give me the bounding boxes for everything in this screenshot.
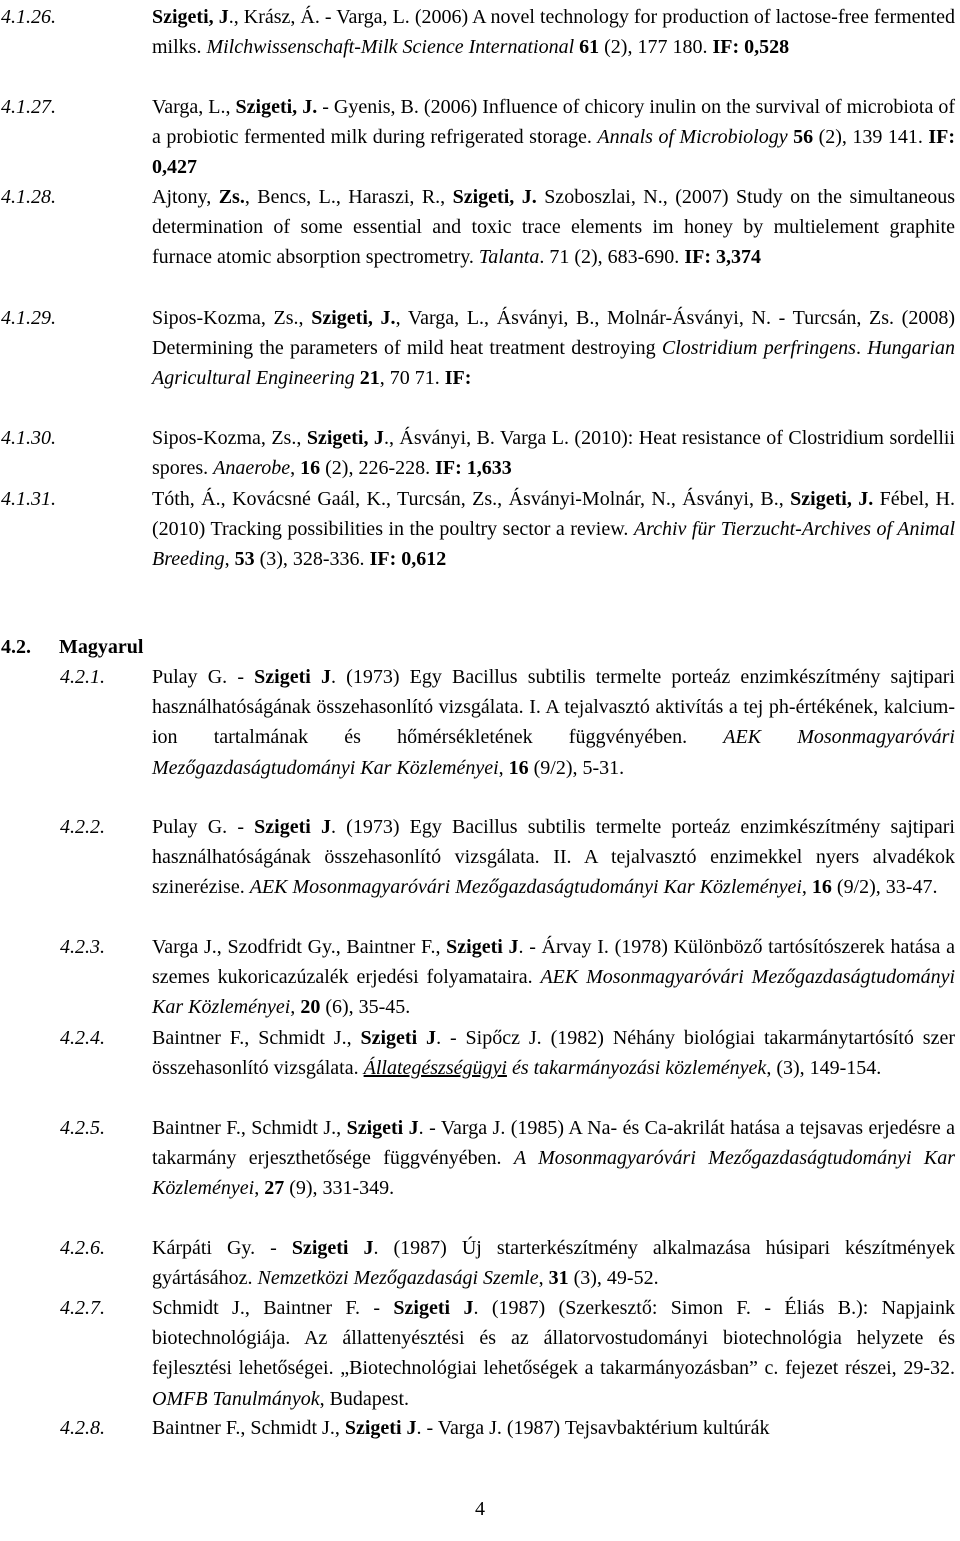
reference-text: Sipos-Kozma, Zs., Szigeti, J., Ásványi, B. Varga L. (2010): Heat resistance of Clostridium sordellii spores. Anaerobe, 16 (2), 226-228. IF: 1,633 xyxy=(152,427,955,480)
reference-number: 4.1.29. xyxy=(1,307,56,329)
reference-text: Tóth, Á., Kovácsné Gaál, K., Turcsán, Zs., Ásványi-Molnár, N., Ásványi, B., Szigeti, J. Fébel, H. (2010) Tracking possibilities in the poultry sector a review. Archiv für Tierzucht-Archives of Animal Breeding, 53 (3), 328-336. IF: 0,612 xyxy=(152,488,956,571)
reference-text: Sipos-Kozma, Zs., Szigeti, J., Varga, L., Ásványi, B., Molnár-Ásványi, N. - Turcsán, Zs. (2008) Determining the parameters of mild heat treatment destroying Clostridium perfringens. Hungarian Agricultural Engineering 21, 70 71. IF: xyxy=(152,307,956,390)
reference-text: Varga J., Szodfridt Gy., Baintner F., Szigeti J. - Árvay I. (1978) Különböző tartósítószerek hatása a szemes kukoricazúzalék erjedési folyamataira. AEK Mosonmagyaróvári Mezőgazdaságtudományi Kar Közleményei, 20 (6), 35-45. xyxy=(152,936,955,1019)
reference-number: 4.2.6. xyxy=(60,1237,105,1259)
reference-number: 4.1.28. xyxy=(1,186,56,208)
reference-number: 4.1.30. xyxy=(1,427,56,449)
reference-text: Pulay G. - Szigeti J. (1973) Egy Bacillus subtilis termelte porteáz enzimkészítmény sajtipari használhatóságának összehasonlító vizsgálata. I. A tejalvasztó aktivítás a tej ph-értékének, kalcium-ion tartalmának és hőmérsékletének függvényében. AEK Mosonmagyaróvári Mezőgazdaságtudományi Kar Közleményei, 16 (9/2), 5-31. xyxy=(152,666,955,779)
reference-text: Baintner F., Schmidt J., Szigeti J. - Varga J. (1985) A Na- és Ca-akrilát hatása a tejsavas erjedésre a takarmány erjeszthetősége függvényében. A Mosonmagyaróvári Mezőgazdaságtudományi Kar Közleményei, 27 (9), 331-349. xyxy=(152,1117,956,1200)
section-number: 4.2. xyxy=(1,636,31,658)
reference-text: Baintner F., Schmidt J., Szigeti J. - Sipőcz J. (1982) Néhány biológiai takarmánytartósító szer összehasonlító vizsgálata. Állategészségügyi és takarmányozási közlemények, (3), 149-154. xyxy=(152,1027,955,1080)
reference-number: 4.2.5. xyxy=(60,1117,105,1139)
reference-number: 4.1.27. xyxy=(1,96,56,118)
reference-text: Varga, L., Szigeti, J. - Gyenis, B. (2006) Influence of chicory inulin on the survival of microbiota of a probiotic fermented milk during refrigerated storage. Annals of Microbiology 56 (2), 139 141. IF: 0,427 xyxy=(152,96,956,179)
reference-number: 4.2.7. xyxy=(60,1297,105,1319)
reference-number: 4.1.26. xyxy=(1,6,56,28)
reference-number: 4.2.1. xyxy=(60,666,105,688)
reference-text: Baintner F., Schmidt J., Szigeti J. - Varga J. (1987) Tejsavbaktérium kultúrák xyxy=(152,1417,770,1439)
reference-text: Ajtony, Zs., Bencs, L., Haraszi, R., Szigeti, J. Szoboszlai, N., (2007) Study on the simultaneous determination of some essential and toxic trace elements im honey by multielement graphite furnace atomic absorption spectrometry. Talanta. 71 (2), 683-690. IF: 3,374 xyxy=(152,186,955,269)
reference-number: 4.2.2. xyxy=(60,816,105,838)
reference-number: 4.1.31. xyxy=(1,488,56,510)
reference-number: 4.2.3. xyxy=(60,936,105,958)
reference-number: 4.2.4. xyxy=(60,1027,105,1049)
section-title: Magyarul xyxy=(59,636,144,658)
reference-number: 4.2.8. xyxy=(60,1417,105,1439)
page-number: 4 xyxy=(475,1498,485,1520)
reference-text: Schmidt J., Baintner F. - Szigeti J. (1987) (Szerkesztő: Simon F. - Éliás B.): Napjaink biotechnológiája. Az állattenyésztési és az állatorvostudományi biotechnológia helyzete és fejlesztési lehetőségei. „Biotechnológiai lehetőségek a takarmányozásban” c. fejezet részei, 29-32. OMFB Tanulmányok, Budapest. xyxy=(152,1297,955,1410)
section-heading xyxy=(1,632,143,662)
reference-text: Szigeti, J., Krász, Á. - Varga, L. (2006) A novel technology for production of lactose-free fermented milks. Milchwissenschaft-Milk Science International 61 (2), 177 180. IF: 0,528 xyxy=(152,6,955,59)
reference-text: Kárpáti Gy. - Szigeti J. (1987) Új starterkészítmény alkalmazása húsipari készítmények gyártásához. Nemzetközi Mezőgazdasági Szemle, 31 (3), 49-52. xyxy=(152,1237,956,1290)
reference-text: Pulay G. - Szigeti J. (1973) Egy Bacillus subtilis termelte porteáz enzimkészítmény sajtipari használhatóságának összehasonlító vizsgálata. II. A tejalvasztó enzimekkel nyers alvadékok szinerézise. AEK Mosonmagyaróvári Mezőgazdaságtudományi Kar Közleményei, 16 (9/2), 33-47. xyxy=(152,816,955,899)
